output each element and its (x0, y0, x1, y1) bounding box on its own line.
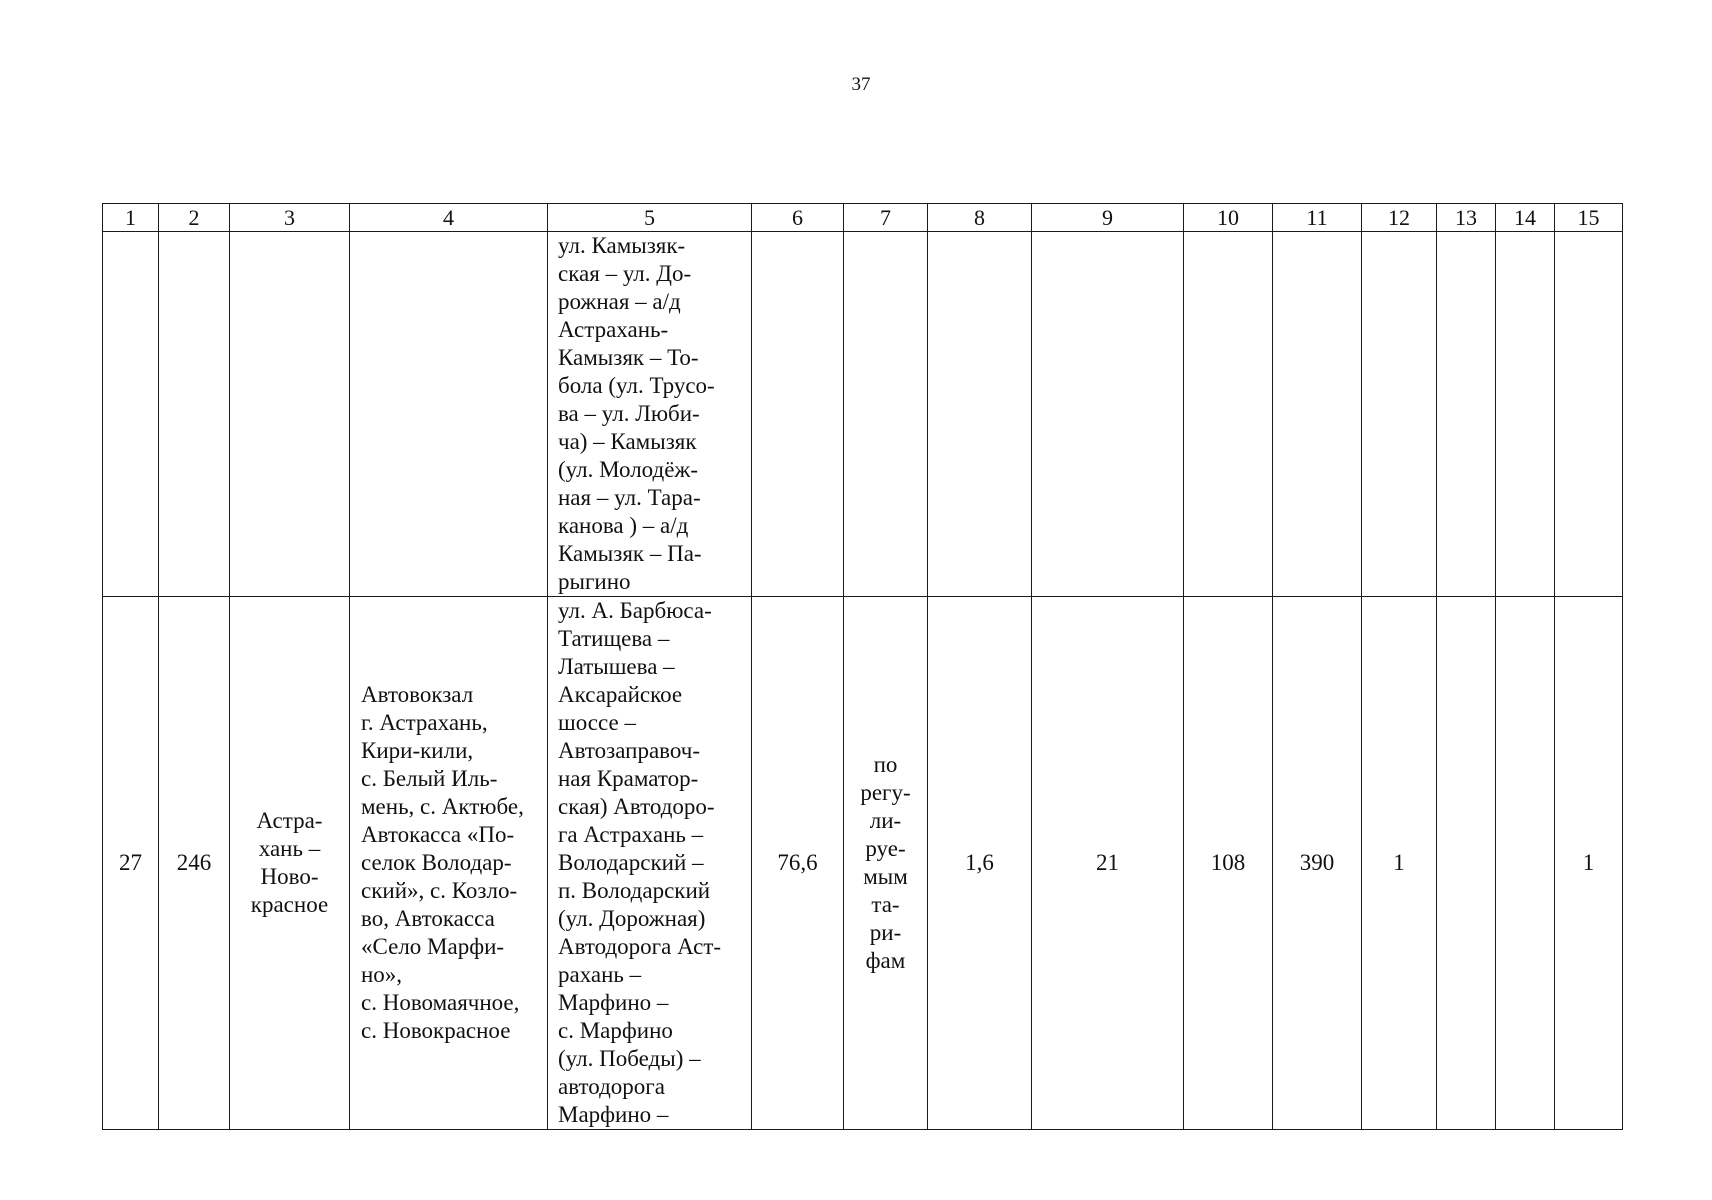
cell-empty (928, 232, 1032, 597)
header-row (103, 204, 1623, 232)
cell-empty (1555, 232, 1623, 597)
route-path-cell: ул. Камызяк- ская – ул. До- рожная – а/д Астрахань- Камызяк – То- бола (ул. Трусо- ва – ул. Люби- ча) – Камызяк (ул. Молодёж- ная – ул. Тара- канова ) – а/д Камызяк – Па- рыгино (548, 232, 752, 597)
table-row-continuation (103, 232, 1623, 597)
cell-empty (1437, 232, 1496, 597)
header-cell-7: 7 (844, 204, 928, 232)
column-9-cell: 21 (1032, 597, 1184, 1130)
column-10-cell: 108 (1184, 597, 1273, 1130)
column-8-cell: 1,6 (928, 597, 1032, 1130)
route-name-cell: Астра- хань – Ново- красное (230, 597, 350, 1130)
row-number-cell: 27 (103, 597, 159, 1130)
header-cell-11: 11 (1273, 204, 1362, 232)
column-13-cell (1437, 597, 1496, 1130)
header-cell-10: 10 (1184, 204, 1273, 232)
route-number-cell: 246 (159, 597, 230, 1130)
header-cell-6: 6 (752, 204, 844, 232)
tariff-cell: по регу- ли- руе- мым та- ри- фам (844, 597, 928, 1130)
header-cell-5: 5 (548, 204, 752, 232)
table-row (103, 597, 1623, 1130)
route-length-cell: 76,6 (752, 597, 844, 1130)
page-number: 37 (851, 74, 871, 95)
cell-empty (103, 232, 159, 597)
header-cell-9: 9 (1032, 204, 1184, 232)
cell-empty (159, 232, 230, 597)
cell-empty (230, 232, 350, 597)
column-11-cell: 390 (1273, 597, 1362, 1130)
header-cell-12: 12 (1362, 204, 1437, 232)
cell-empty (350, 232, 548, 597)
header-cell-1: 1 (103, 204, 159, 232)
routes-table (102, 203, 1623, 1130)
header-cell-8: 8 (928, 204, 1032, 232)
column-15-cell: 1 (1555, 597, 1623, 1130)
header-cell-13: 13 (1437, 204, 1496, 232)
header-cell-15: 15 (1555, 204, 1623, 232)
cell-empty (1496, 232, 1555, 597)
column-14-cell (1496, 597, 1555, 1130)
stops-cell: Автовокзал г. Астрахань, Кири-кили, с. Белый Иль- мень, с. Актюбе, Автокасса «По- селок Володар- ский», с. Козло- во, Автокасса «Село Марфи- но», с. Новомаячное, с. Новокрасное (350, 597, 548, 1130)
header-cell-2: 2 (159, 204, 230, 232)
cell-empty (1273, 232, 1362, 597)
header-cell-14: 14 (1496, 204, 1555, 232)
cell-empty (752, 232, 844, 597)
header-cell-4: 4 (350, 204, 548, 232)
header-cell-3: 3 (230, 204, 350, 232)
cell-empty (1032, 232, 1184, 597)
column-12-cell: 1 (1362, 597, 1437, 1130)
cell-empty (1184, 232, 1273, 597)
cell-empty (1362, 232, 1437, 597)
cell-empty (844, 232, 928, 597)
route-path-cell: ул. А. Барбюса- Татищева – Латышева – Аксарайское шоссе – Автозаправоч- ная Краматор- ская) Автодоро- га Астрахань – Володарский – п. Володарский (ул. Дорожная) Автодорога Аст- рахань – Марфино – с. Марфино (ул. Победы) – автодорога Марфино – (548, 597, 752, 1130)
